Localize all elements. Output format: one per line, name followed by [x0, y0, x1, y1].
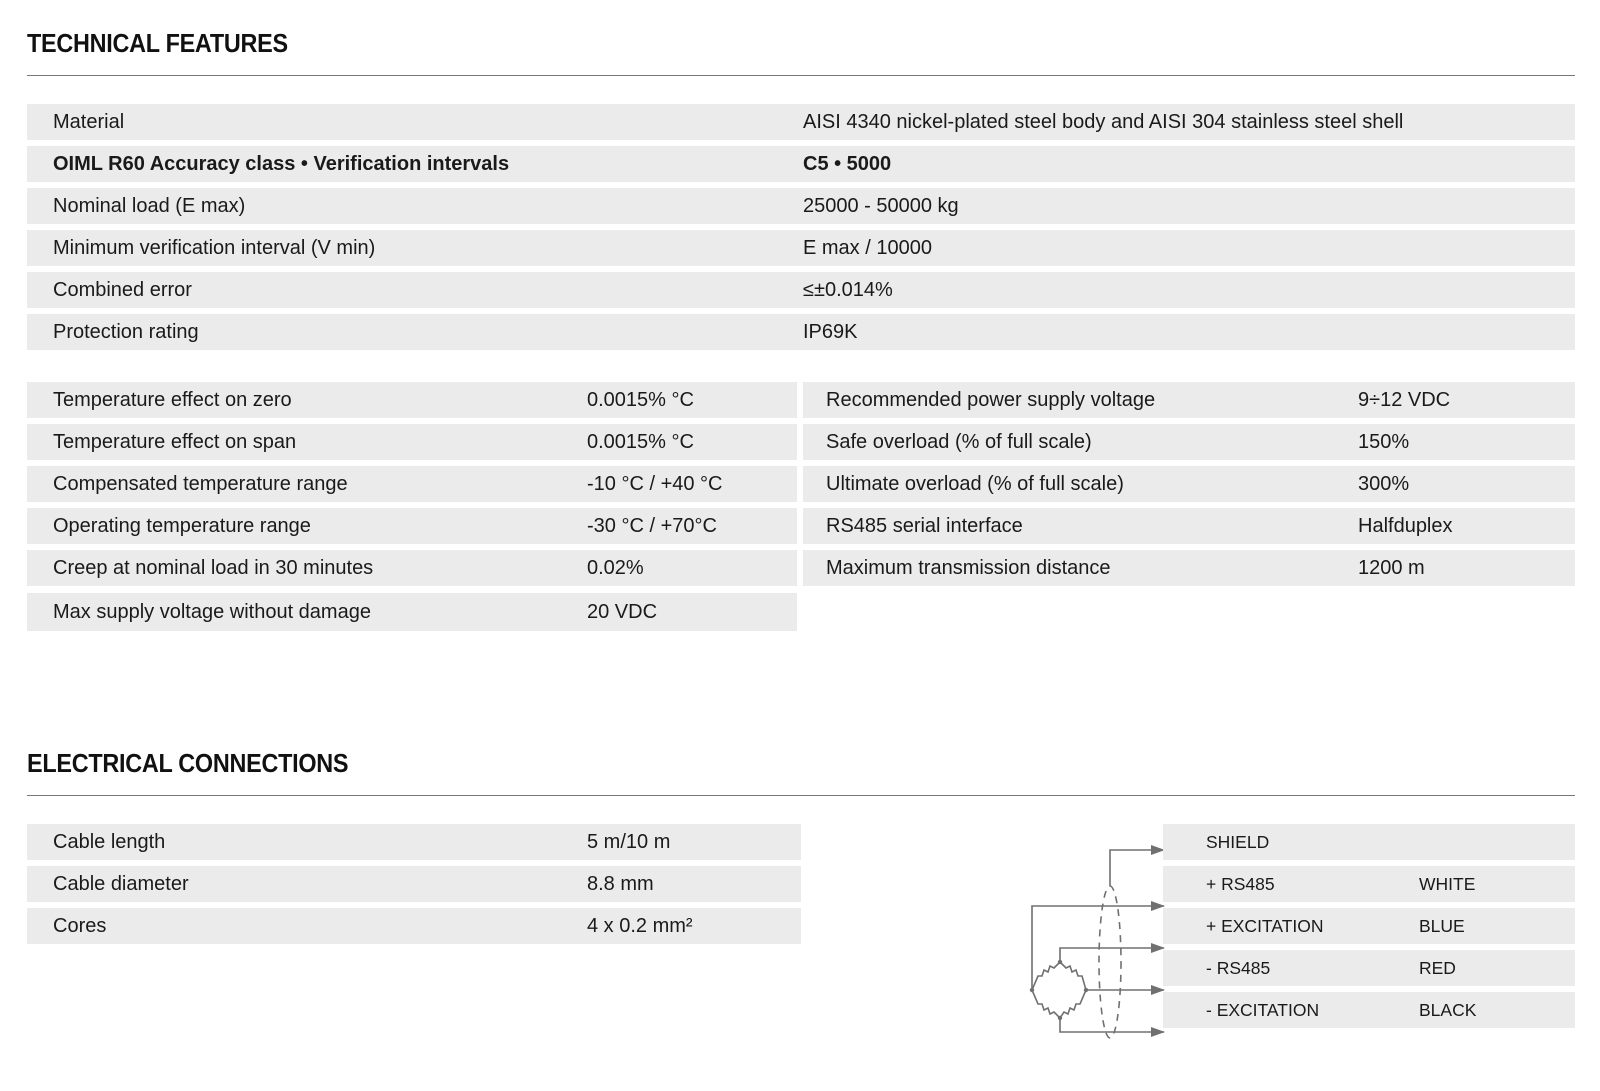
technical-features-title: TECHNICAL FEATURES	[27, 28, 288, 58]
technical-features-rule	[27, 75, 1575, 76]
right-spec-row	[803, 424, 1575, 460]
spec-value: 0.0015% °C	[587, 431, 694, 453]
spec-value: E max / 10000	[803, 237, 932, 259]
connection-signal: - EXCITATION	[1206, 1000, 1320, 1020]
connection-row-plus-rs485	[1163, 866, 1575, 902]
cable-row-length	[27, 824, 801, 860]
spec-value: -10 °C / +40 °C	[587, 473, 723, 495]
cable-row-diameter	[27, 866, 801, 902]
connection-color: BLUE	[1419, 916, 1465, 936]
right-spec-row	[803, 508, 1575, 544]
spec-label: Temperature effect on zero	[53, 389, 292, 411]
spec-label: Max supply voltage without damage	[53, 601, 371, 623]
spec-label: Compensated temperature range	[53, 473, 348, 495]
spec-label: Operating temperature range	[53, 515, 311, 537]
spec-label: Protection rating	[53, 321, 199, 343]
spec-value: 25000 - 50000 kg	[803, 195, 959, 217]
connection-signal: + EXCITATION	[1206, 916, 1324, 936]
spec-label: Temperature effect on span	[53, 431, 297, 453]
right-spec-row	[803, 466, 1575, 502]
connection-row-minus-rs485	[1163, 950, 1575, 986]
connection-row-minus-excitation	[1163, 992, 1575, 1028]
spec-value: 1200 m	[1358, 557, 1425, 579]
spec-value: 20 VDC	[587, 601, 658, 623]
spec-label: Material	[53, 111, 125, 133]
spec-label: Cable length	[53, 831, 166, 853]
spec-label: Recommended power supply voltage	[826, 389, 1156, 411]
left-spec-row	[27, 466, 797, 502]
spec-label: Maximum transmission distance	[826, 557, 1111, 579]
cable-row-cores	[27, 908, 801, 944]
connection-color: WHITE	[1419, 874, 1476, 894]
left-spec-row	[27, 424, 797, 460]
spec-value: 8.8 mm	[587, 873, 654, 895]
connection-color: RED	[1419, 958, 1456, 978]
spec-label: Safe overload (% of full scale)	[826, 431, 1092, 453]
spec-value: AISI 4340 nickel-plated steel body and AISI 304 stainless steel shell	[803, 111, 1404, 133]
spec-value: 300%	[1358, 473, 1410, 495]
spec-label: Minimum verification interval (V min)	[53, 237, 376, 259]
spec-label: RS485 serial interface	[826, 515, 1023, 537]
spec-value: IP69K	[803, 321, 858, 343]
connection-row-plus-excitation	[1163, 908, 1575, 944]
electrical-connections-title: ELECTRICAL CONNECTIONS	[27, 748, 349, 778]
spec-row-combined-error	[27, 272, 1575, 308]
spec-value: 0.0015% °C	[587, 389, 694, 411]
wiring-diagram-icon	[1020, 830, 1170, 1055]
spec-row-nominal-load	[27, 188, 1575, 224]
spec-value: -30 °C / +70°C	[587, 515, 717, 537]
connection-signal: - RS485	[1206, 958, 1271, 978]
left-spec-row	[27, 508, 797, 544]
connection-signal: + RS485	[1206, 874, 1275, 894]
spec-value: 9÷12 VDC	[1358, 389, 1451, 411]
connection-color: BLACK	[1419, 1000, 1477, 1020]
spec-value: ≤±0.014%	[803, 279, 893, 301]
spec-label: OIML R60 Accuracy class • Verification intervals	[53, 153, 510, 175]
spec-value: 5 m/10 m	[587, 831, 671, 853]
left-spec-row	[27, 593, 797, 631]
left-spec-row	[27, 550, 797, 586]
spec-value: 150%	[1358, 431, 1410, 453]
spec-value: 0.02%	[587, 557, 644, 579]
connection-signal: SHIELD	[1206, 832, 1270, 852]
electrical-connections-rule	[27, 795, 1575, 796]
spec-label: Combined error	[53, 279, 192, 301]
spec-label: Cores	[53, 915, 107, 937]
spec-value: 4 x 0.2 mm²	[587, 915, 693, 937]
spec-value: Halfduplex	[1358, 515, 1453, 537]
spec-label: Creep at nominal load in 30 minutes	[53, 557, 374, 579]
spec-label: Ultimate overload (% of full scale)	[826, 473, 1124, 495]
spec-value: C5 • 5000	[803, 153, 892, 175]
spec-row-accuracy-class	[27, 146, 1575, 182]
connection-row-shield	[1163, 824, 1575, 860]
spec-label: Nominal load (E max)	[53, 195, 246, 217]
spec-row-protection-rating	[27, 314, 1575, 350]
right-spec-row	[803, 382, 1575, 418]
spec-row-min-verification	[27, 230, 1575, 266]
spec-label: Cable diameter	[53, 873, 189, 895]
right-spec-row	[803, 550, 1575, 586]
left-spec-row	[27, 382, 797, 418]
spec-row-material	[27, 104, 1575, 140]
